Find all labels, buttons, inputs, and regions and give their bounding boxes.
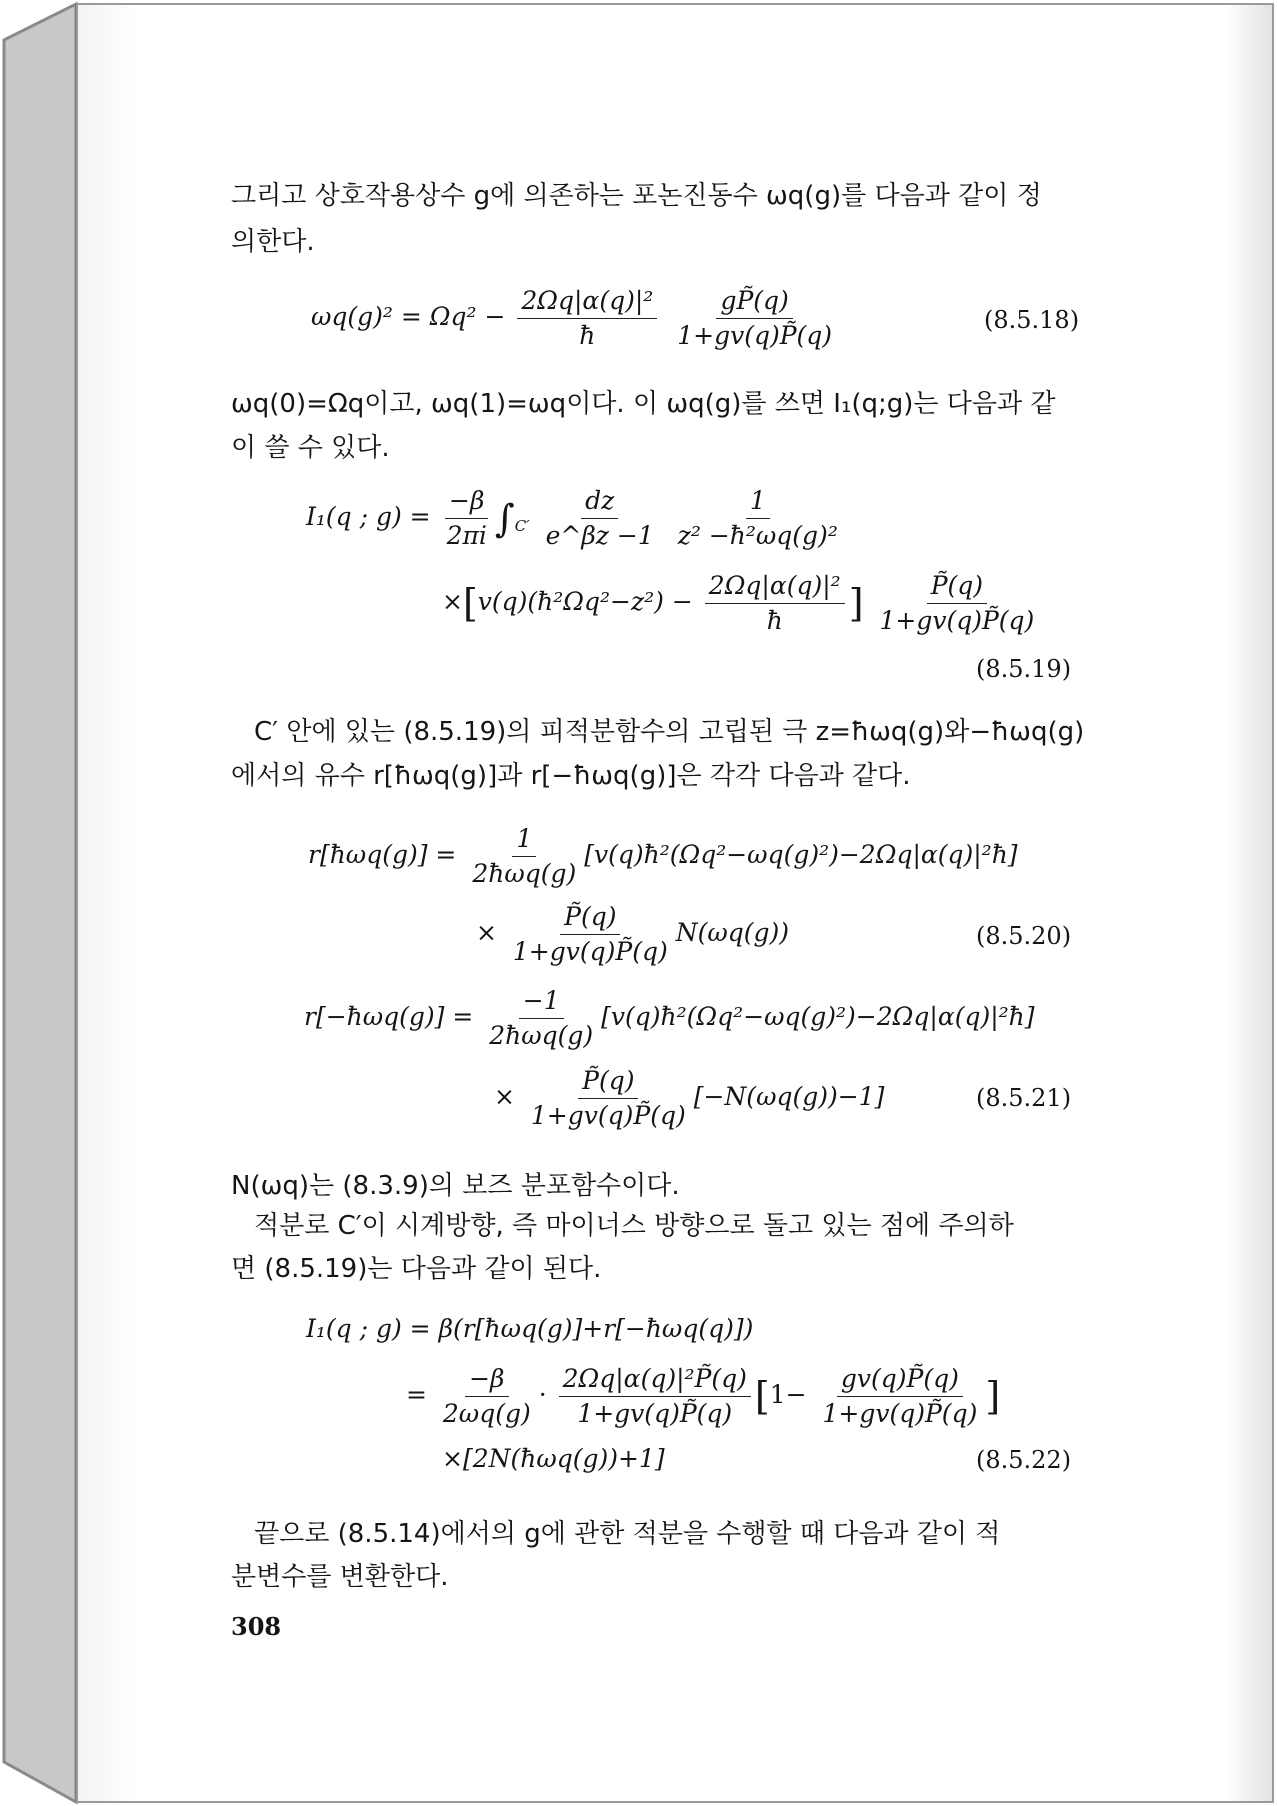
- paragraph-2-line-1: ωq(0)=Ωq이고, ωq(1)=ωq이다. 이 ωq(g)를 쓰면 I₁(q;g)는 다음과 같: [231, 389, 1056, 419]
- equation-number-8-5-19: (8.5.19): [976, 655, 1072, 683]
- eq21-rest: [v(q)ħ²(Ωq²−ωq(g)²)−2Ωq|α(q)|²ħ]: [601, 1002, 1035, 1031]
- eq18-fraction-1: [517, 286, 657, 351]
- eq18-f2-numerator: gP̃(q): [716, 286, 792, 319]
- eq22-one-minus: 1−: [769, 1380, 807, 1409]
- eq19-open-bracket: [: [462, 581, 478, 626]
- equation-8-5-22-line-2: [406, 1364, 1000, 1429]
- eq18-f1-numerator: 2Ωq|α(q)|²: [517, 286, 657, 319]
- eq18-lhs: ωq(g)² = Ωq² −: [311, 302, 506, 331]
- eq20-line2-rest: N(ωq(g)): [675, 918, 790, 947]
- eq19-fraction-5: [875, 571, 1038, 636]
- equation-8-5-19-line-1: [306, 486, 846, 551]
- equation-number-8-5-20: (8.5.20): [976, 922, 1072, 950]
- eq22-close-bracket: ]: [985, 1374, 1001, 1419]
- equation-8-5-20-line-1: [308, 824, 1018, 889]
- book-page: [76, 4, 1276, 1802]
- equation-number-8-5-18: (8.5.18): [984, 306, 1080, 334]
- eq20-fraction-2: [509, 902, 672, 967]
- eq22-f1-numerator: −β: [465, 1364, 508, 1397]
- eq19-fraction-4: [705, 571, 845, 636]
- paragraph-6-line-2: 분변수를 변환한다.: [231, 1562, 449, 1592]
- eq20-times: ×: [476, 918, 497, 947]
- eq19-contour: C′: [514, 517, 530, 535]
- eq19-f2-denominator: e^βz −1: [545, 521, 654, 550]
- eq21-fraction-2: [527, 1066, 690, 1131]
- equation-8-5-21-line-1: [304, 986, 1035, 1051]
- eq21-f1-numerator: −1: [519, 986, 564, 1019]
- paragraph-1-line-1: 그리고 상호작용상수 g에 의존하는 포논진동수 ωq(g)를 다음과 같이 정: [231, 181, 1042, 211]
- eq21-f2-numerator: P̃(q): [578, 1066, 638, 1099]
- eq22-f3-denominator: 1+gv(q)P̃(q): [822, 1399, 978, 1428]
- eq22-fraction-2: [559, 1364, 751, 1429]
- eq20-lhs: r[ħωq(g)] =: [308, 840, 457, 869]
- eq20-fraction-1: [468, 824, 580, 889]
- eq22-equals: =: [406, 1380, 427, 1409]
- eq19-f3-denominator: z² −ħ²ωq(g)²: [677, 521, 838, 550]
- eq19-f4-denominator: ħ: [766, 606, 783, 635]
- eq22-f3-numerator: gv(q)P̃(q): [837, 1364, 963, 1397]
- eq18-fraction-2: [673, 286, 836, 351]
- paragraph-5-line-2: 면 (8.5.19)는 다음과 같이 된다.: [231, 1254, 602, 1284]
- eq19-line2-term: v(q)(ħ²Ωq²−z²) −: [477, 587, 693, 616]
- eq20-rest: [v(q)ħ²(Ωq²−ωq(g)²)−2Ωq|α(q)|²ħ]: [584, 840, 1018, 869]
- eq19-times: ×: [442, 587, 463, 616]
- paragraph-3-line-2: 에서의 유수 r[ħωq(g)]과 r[−ħωq(g)]은 각각 다음과 같다.: [231, 761, 911, 791]
- equation-8-5-20-line-2: [476, 902, 789, 967]
- eq19-f3-numerator: 1: [746, 486, 770, 519]
- eq21-f2-denominator: 1+gv(q)P̃(q): [530, 1101, 686, 1130]
- eq19-lhs: I₁(q ; g) =: [306, 502, 431, 531]
- eq22-fraction-3: [819, 1364, 982, 1429]
- eq21-times: ×: [494, 1082, 515, 1111]
- eq22-open-bracket: [: [754, 1374, 770, 1419]
- eq22-dot: ·: [538, 1380, 547, 1409]
- eq20-f1-numerator: 1: [512, 824, 536, 857]
- equation-8-5-22-line-1: I₁(q ; g) = β(r[ħωq(g)]+r[−ħωq(q)]): [306, 1314, 754, 1343]
- eq19-f1-denominator: 2πi: [446, 521, 487, 550]
- eq21-fraction-1: [485, 986, 597, 1051]
- equation-8-5-18: [311, 286, 840, 351]
- equation-number-8-5-21: (8.5.21): [976, 1084, 1072, 1112]
- eq19-fraction-3: [674, 486, 842, 551]
- integral-sign: ∫: [494, 496, 515, 541]
- eq18-f1-denominator: ħ: [579, 321, 596, 350]
- eq20-f2-numerator: P̃(q): [560, 902, 620, 935]
- eq19-f1-numerator: −β: [445, 486, 488, 519]
- eq21-line2-rest: [−N(ωq(g))−1]: [693, 1082, 885, 1111]
- equation-8-5-21-line-2: [494, 1066, 884, 1131]
- equation-number-8-5-22: (8.5.22): [976, 1446, 1072, 1474]
- eq19-f2-numerator: dz: [581, 486, 618, 519]
- eq18-f2-denominator: 1+gv(q)P̃(q): [677, 321, 833, 350]
- eq19-fraction-2: [542, 486, 658, 551]
- paragraph-6-line-1: 끝으로 (8.5.14)에서의 g에 관한 적분을 수행할 때 다음과 같이 적: [254, 1519, 1001, 1549]
- paragraph-2-line-2: 이 쓸 수 있다.: [231, 433, 390, 463]
- equation-8-5-19-line-2: [442, 571, 1042, 636]
- eq19-f5-numerator: P̃(q): [927, 571, 987, 604]
- eq22-f1-denominator: 2ωq(g): [442, 1399, 531, 1428]
- eq19-fraction-1: [443, 486, 491, 551]
- eq20-f2-denominator: 1+gv(q)P̃(q): [512, 937, 668, 966]
- paragraph-4-line-1: N(ωq)는 (8.3.9)의 보즈 분포함수이다.: [231, 1171, 680, 1201]
- eq21-lhs: r[−ħωq(g)] =: [304, 1002, 474, 1031]
- paragraph-5-line-1: 적분로 C′이 시계방향, 즉 마이너스 방향으로 돌고 있는 점에 주의하: [254, 1211, 1014, 1241]
- eq22-fraction-1: [439, 1364, 535, 1429]
- eq22-f2-denominator: 1+gv(q)P̃(q): [577, 1399, 733, 1428]
- page-number: 308: [231, 1612, 282, 1641]
- eq19-f4-numerator: 2Ωq|α(q)|²: [705, 571, 845, 604]
- equation-8-5-22-line-3: ×[2N(ħωq(g))+1]: [442, 1444, 665, 1473]
- eq21-f1-denominator: 2ħωq(g): [489, 1021, 594, 1050]
- eq19-close-bracket: ]: [848, 581, 864, 626]
- eq20-f1-denominator: 2ħωq(g): [472, 859, 577, 888]
- paragraph-3-line-1: C′ 안에 있는 (8.5.19)의 피적분함수의 고립된 극 z=ħωq(g)와−ħωq(g): [254, 717, 1085, 747]
- eq19-f5-denominator: 1+gv(q)P̃(q): [879, 606, 1035, 635]
- eq22-f2-numerator: 2Ωq|α(q)|²P̃(q): [559, 1364, 751, 1397]
- paragraph-1-line-2: 의한다.: [231, 227, 315, 257]
